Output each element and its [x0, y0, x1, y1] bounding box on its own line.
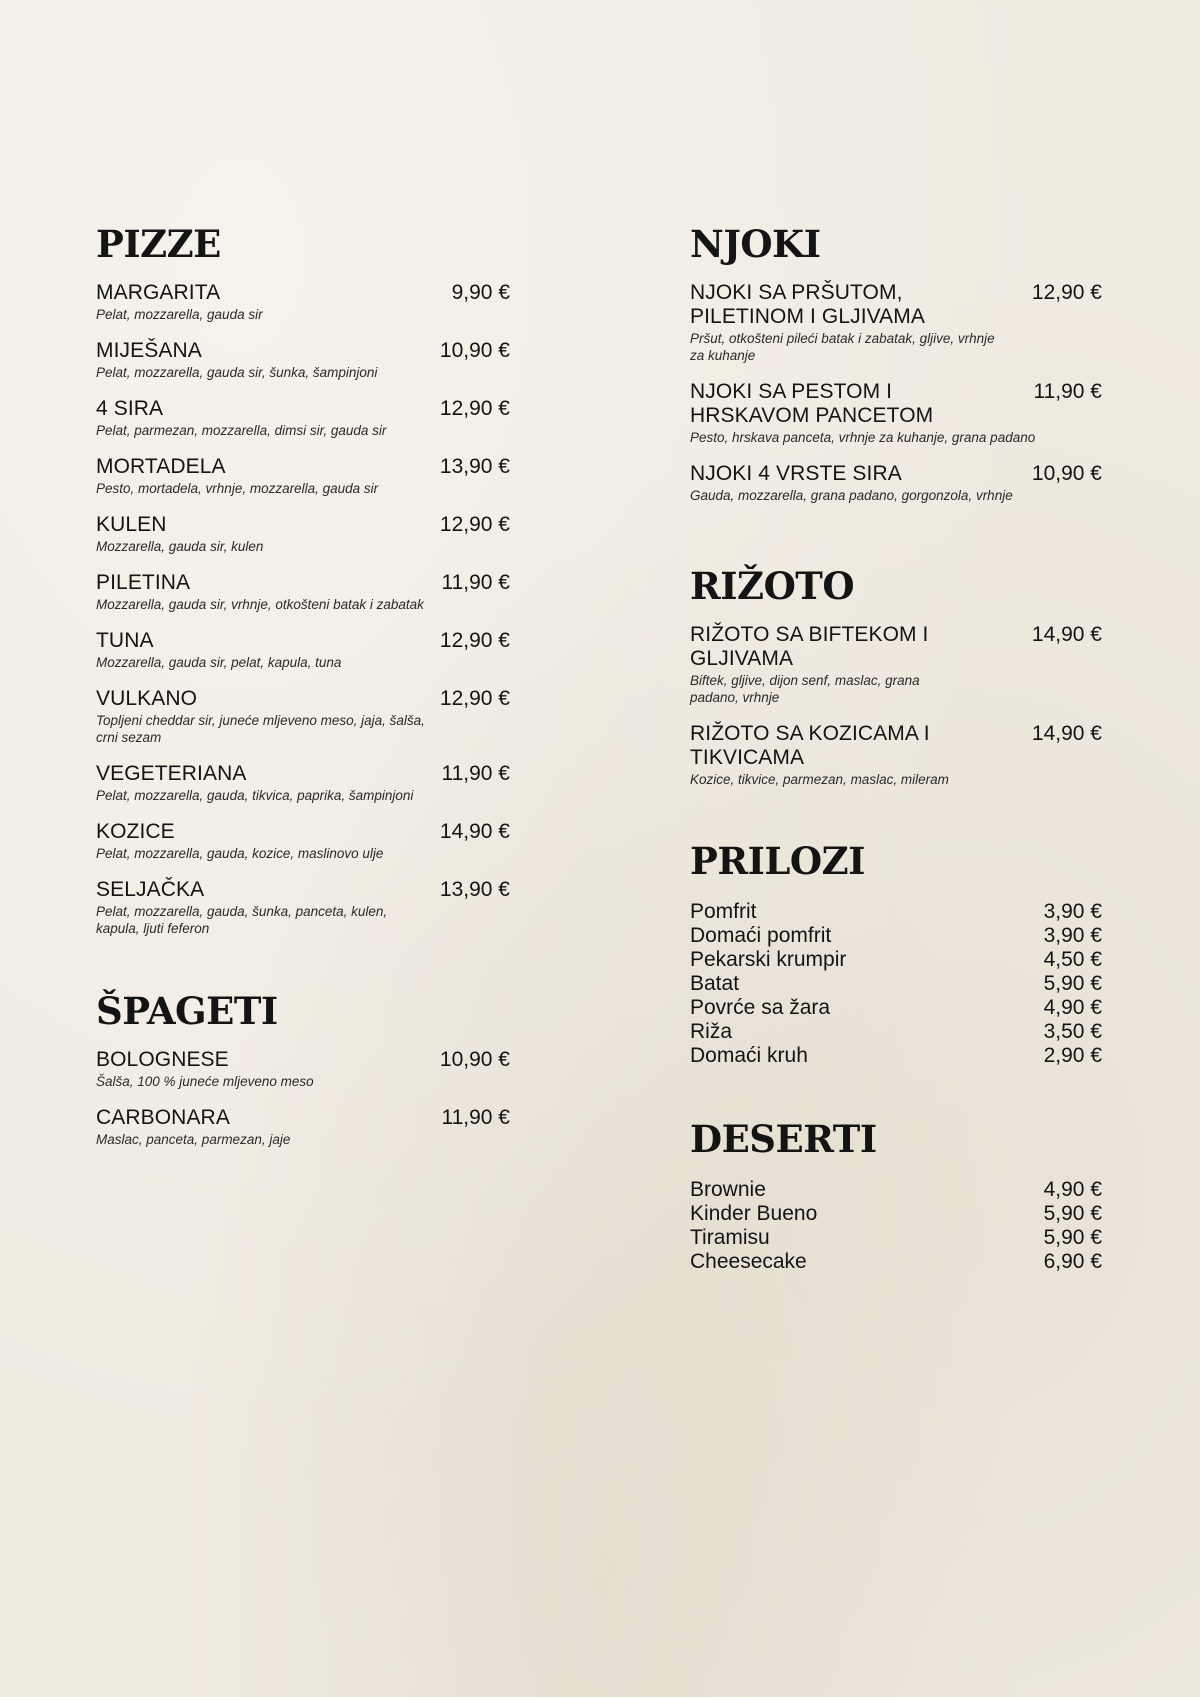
item-name: Kinder Bueno [690, 1202, 818, 1225]
item-price: 10,90 € [1031, 462, 1102, 485]
menu-item [96, 1106, 510, 1148]
item-price: 4,90 € [1043, 1178, 1102, 1201]
menu-item [690, 462, 1102, 504]
item-price: 10,90 € [439, 339, 510, 362]
menu-item [690, 1226, 1102, 1250]
menu-item [96, 1048, 510, 1090]
item-description: Pelat, mozzarella, gauda, kozice, maslinovo ulje [96, 846, 384, 861]
item-name: Domaći pomfrit [690, 924, 832, 947]
item-price: 6,90 € [1043, 1250, 1102, 1273]
menu-item [690, 996, 1102, 1020]
menu-list [690, 623, 1102, 788]
item-price: 12,90 € [1031, 281, 1102, 304]
section-title: RIŽOTO [690, 564, 855, 608]
item-price: 13,90 € [439, 455, 510, 478]
item-name: Tiramisu [690, 1226, 770, 1249]
item-description: Pelat, mozzarella, gauda, šunka, panceta, kulen, kapula, ljuti feferon [96, 904, 388, 936]
menu-item [690, 948, 1102, 972]
item-name: MORTADELA [96, 455, 226, 478]
pizze-section [96, 222, 510, 953]
item-price: 11,90 € [441, 762, 510, 785]
section-title: PIZZE [96, 222, 221, 266]
menu-item [96, 397, 510, 439]
deserti-section [690, 1117, 1102, 1274]
item-price: 3,50 € [1043, 1020, 1102, 1043]
menu-item [690, 1044, 1102, 1068]
menu-item [690, 722, 1102, 788]
item-description: Mozzarella, gauda sir, kulen [96, 539, 264, 554]
item-price: 12,90 € [439, 513, 510, 536]
section-title: ŠPAGETI [96, 989, 278, 1033]
menu-list [96, 1048, 510, 1148]
item-name: NJOKI 4 VRSTE SIRA [690, 462, 902, 485]
item-price: 14,90 € [1031, 722, 1102, 745]
menu-item [690, 924, 1102, 948]
item-price: 12,90 € [439, 687, 510, 710]
item-name: 4 SIRA [96, 397, 164, 420]
item-price: 3,90 € [1043, 924, 1102, 947]
item-description: Biftek, gljive, dijon senf, maslac, grana padano, vrhnje [690, 673, 920, 705]
item-price: 11,90 € [441, 1106, 510, 1129]
item-description: Pelat, mozzarella, gauda, tikvica, paprika, šampinjoni [96, 788, 414, 803]
item-name: RIŽOTO SA KOZICAMA I TIKVICAMA [690, 722, 930, 769]
item-description: Gauda, mozzarella, grana padano, gorgonzola, vrhnje [690, 488, 1013, 503]
item-name: Cheesecake [690, 1250, 807, 1273]
item-description: Topljeni cheddar sir, juneće mljeveno meso, jaja, šalša, crni sezam [96, 713, 425, 745]
item-price: 10,90 € [439, 1048, 510, 1071]
menu-item [690, 380, 1102, 446]
item-price: 2,90 € [1043, 1044, 1102, 1067]
item-name: VEGETERIANA [96, 762, 247, 785]
item-price: 11,90 € [1033, 380, 1102, 403]
menu-list [690, 900, 1102, 1068]
item-price: 5,90 € [1043, 1202, 1102, 1225]
section-title: DESERTI [690, 1117, 877, 1161]
item-description: Pršut, otkošteni pileći batak i zabatak, gljive, vrhnje za kuhanje [690, 331, 995, 363]
menu-item [96, 762, 510, 804]
item-price: 13,90 € [439, 878, 510, 901]
item-name: SELJAČKA [96, 878, 205, 901]
item-description: Pesto, mortadela, vrhnje, mozzarella, gauda sir [96, 481, 379, 496]
menu-item [96, 687, 510, 746]
item-name: Povrće sa žara [690, 996, 831, 1019]
item-price: 4,50 € [1043, 948, 1102, 971]
item-description: Mozzarella, gauda sir, pelat, kapula, tuna [96, 655, 342, 670]
item-name: VULKANO [96, 687, 198, 710]
item-price: 9,90 € [451, 281, 510, 304]
menu-item [690, 1020, 1102, 1044]
item-name: Riža [690, 1020, 733, 1043]
menu-item [690, 281, 1102, 364]
item-price: 12,90 € [439, 629, 510, 652]
menu-item [96, 820, 510, 862]
menu-item [690, 900, 1102, 924]
item-name: Batat [690, 972, 740, 995]
menu-item [96, 339, 510, 381]
menu-item [690, 1202, 1102, 1226]
item-price: 14,90 € [1031, 623, 1102, 646]
item-name: KOZICE [96, 820, 175, 843]
item-name: Pekarski krumpir [690, 948, 847, 971]
item-name: Pomfrit [690, 900, 757, 923]
item-price: 12,90 € [439, 397, 510, 420]
menu-item [96, 629, 510, 671]
item-description: Pesto, hrskava panceta, vrhnje za kuhanje, grana padano [690, 430, 1036, 445]
item-name: Brownie [690, 1178, 766, 1201]
item-price: 5,90 € [1043, 1226, 1102, 1249]
prilozi-section [690, 839, 1102, 1068]
item-description: Maslac, panceta, parmezan, jaje [96, 1132, 291, 1147]
item-description: Šalša, 100 % juneće mljeveno meso [96, 1074, 314, 1089]
item-name: NJOKI SA PESTOM I HRSKAVOM PANCETOM [690, 380, 934, 427]
item-name: TUNA [96, 629, 154, 652]
item-name: RIŽOTO SA BIFTEKOM I GLJIVAMA [690, 623, 929, 670]
menu-item [690, 1250, 1102, 1274]
item-price: 5,90 € [1043, 972, 1102, 995]
menu-item [690, 1178, 1102, 1202]
item-description: Kozice, tikvice, parmezan, maslac, mileram [690, 772, 949, 787]
item-name: Domaći kruh [690, 1044, 808, 1067]
item-price: 3,90 € [1043, 900, 1102, 923]
menu-item [96, 513, 510, 555]
item-description: Pelat, mozzarella, gauda sir, šunka, šampinjoni [96, 365, 378, 380]
item-name: KULEN [96, 513, 167, 536]
menu-list [690, 281, 1102, 504]
item-price: 11,90 € [441, 571, 510, 594]
item-description: Pelat, mozzarella, gauda sir [96, 307, 263, 322]
item-name: MIJEŠANA [96, 339, 202, 362]
section-title: NJOKI [690, 222, 821, 266]
item-name: CARBONARA [96, 1106, 230, 1129]
spageti-section [96, 989, 510, 1164]
menu-list [96, 281, 510, 937]
item-description: Mozzarella, gauda sir, vrhnje, otkošteni batak i zabatak [96, 597, 424, 612]
item-price: 14,90 € [439, 820, 510, 843]
njoki-section [690, 222, 1102, 520]
item-name: MARGARITA [96, 281, 221, 304]
menu-item [96, 455, 510, 497]
menu-item [690, 972, 1102, 996]
rizoto-section [690, 564, 1102, 804]
menu-item [690, 623, 1102, 706]
section-title: PRILOZI [690, 839, 865, 883]
item-name: BOLOGNESE [96, 1048, 229, 1071]
menu-item [96, 878, 510, 937]
item-description: Pelat, parmezan, mozzarella, dimsi sir, gauda sir [96, 423, 387, 438]
menu-item [96, 571, 510, 613]
menu-item [96, 281, 510, 323]
item-price: 4,90 € [1043, 996, 1102, 1019]
item-name: PILETINA [96, 571, 191, 594]
menu-list [690, 1178, 1102, 1274]
item-name: NJOKI SA PRŠUTOM, PILETINOM I GLJIVAMA [690, 281, 925, 328]
